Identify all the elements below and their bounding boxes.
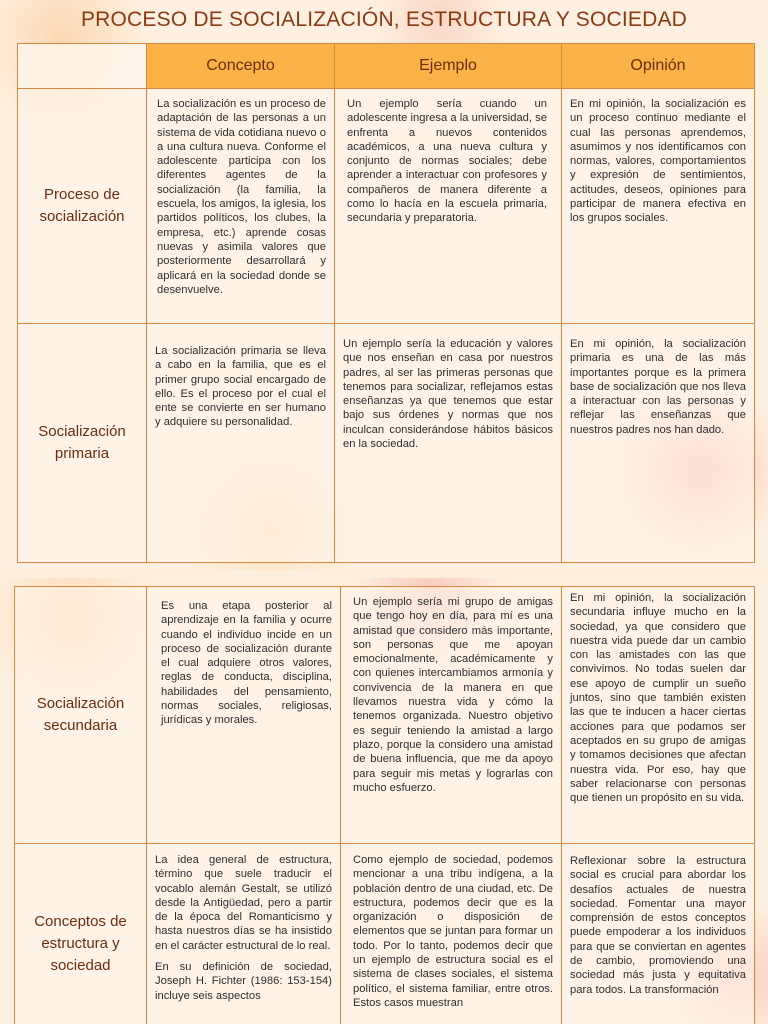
- ejemplo-text: Como ejemplo de sociedad, podemos mencionar a una tribu indígena, a la población dentro de una ciudad, etc. De estructura, podemos decir que es la organización o disposición de elementos que se juntan para formar un todo. Por lo tanto, podemos decir que un ejemplo de estructura social es el sistema de clases sociales, el sistema político, el sistema familiar, entre otros. Estos casos muestran: [353, 854, 553, 1009]
- table-row: [15, 587, 755, 844]
- row-label: Proceso de socialización: [18, 89, 147, 324]
- ejemplo-cell: [335, 89, 562, 324]
- concepto-text-2: En su definición de sociedad, Joseph H. Fichter (1986: 153-154) incluye seis aspectos: [155, 961, 332, 1002]
- page-title: PROCESO DE SOCIALIZACIÓN, ESTRUCTURA Y SOCIEDAD: [80, 8, 688, 31]
- opinion-cell: [562, 89, 755, 324]
- socialization-table-1: [17, 43, 755, 563]
- header-empty-cell: [18, 44, 147, 89]
- header-ejemplo: Ejemplo: [335, 44, 562, 89]
- opinion-text: En mi opinión, la socialización es un proceso continuo mediante el cual las personas aprendemos, asumimos y nos identificamos con normas, valores, comportamientos y expresión de sentimientos, actitudes, deseos, opiniones para participar de manera efectiva en los grupos sociales.: [570, 98, 746, 225]
- page-2: [0, 578, 768, 1024]
- ejemplo-text: Un ejemplo sería mi grupo de amigas que tengo hoy en día, para mí es una amistad que considero más importante, son personas que me apoyan emocionalmente, académicamente y con quienes intercambiamos armonía y convivencia de la manera en que llevamos nuestra vida y cómo la tenemos organizada. Nuestro objetivo es seguir teniendo la amistad a largo plazo, porque la considero una amistad de buena influencia, que me da apoyo para seguir mis metas y lograrlas con mucho esfuerzo.: [353, 596, 553, 794]
- opinion-text: En mi opinión, la socialización primaria es una de las más importantes porque es la primera base de socialización que nos lleva a interactuar con las personas y reflejar las enseñanzas que nuestros padres nos han dado.: [570, 338, 746, 436]
- opinion-cell: [562, 324, 755, 563]
- table-row: [15, 844, 755, 1024]
- concepto-cell: [147, 844, 341, 1024]
- opinion-text: En mi opinión, la socialización secundaria influye mucho en la sociedad, ya que considero que nuestra vida puede dar un cambio con las amistades con las que convivimos. No todas suelen dar ese apoyo de cumplir un sueño juntos, sino que también existen las que te inducen a hacer ciertas acciones para que podamos ser aceptados en su grupo de amigas y tomamos decisiones que afectan nuestra vida. Por eso, hay que saber relacionarse con personas que tienen un propósito en su vida.: [570, 592, 746, 805]
- concepto-text: La socialización es un proceso de adaptación de las personas a un sistema de vida cotidiana nuevo o a una cultura nueva. Conforme el adolescente participa con los diferentes agentes de la socialización (la familia, la escuela, los amigos, la iglesia, los partidos políticos, los clubes, la empresa, etc.) aprende cosas nuevas y asimila valores que posteriormente desarrollará y aplicará en la sociedad donde se desenvuelve.: [157, 98, 326, 296]
- row-label: Socialización secundaria: [15, 587, 147, 844]
- ejemplo-cell: [341, 587, 562, 844]
- row-label: Conceptos de estructura y sociedad: [15, 844, 147, 1024]
- header-concepto: Concepto: [147, 44, 335, 89]
- table-header-row: [18, 44, 755, 89]
- ejemplo-cell: [341, 844, 562, 1024]
- concepto-text: Es una etapa posterior al aprendizaje en la familia y ocurre cuando el individuo incide en un proceso de socialización durante el cual adquiere otros valores, reglas de conducta, disciplina, habilidades del pensamiento, normas sociales, religiosas, jurídicas y morales.: [161, 600, 332, 727]
- concepto-cell: [147, 89, 335, 324]
- ejemplo-text: Un ejemplo sería la educación y valores que nos enseñan en casa por nuestros padres, al ser las primeras personas que tenemos para socializar, reflejamos estas enseñanzas ya que tenemos que estar bajo sus órdenes y normas que nos inculcan considerándose hábitos básicos en la sociedad.: [343, 338, 553, 451]
- concepto-cell: [147, 587, 341, 844]
- ejemplo-cell: [335, 324, 562, 563]
- opinion-text: Reflexionar sobre la estructura social es crucial para abordar los desafíos actuales de nuestra sociedad. Fomentar una mayor comprensión de estos conceptos puede empoderar a los individuos para que se conviertan en agentes de cambio, promoviendo una sociedad más justa y equitativa para todos. La transformación: [570, 855, 746, 996]
- ejemplo-text: Un ejemplo sería cuando un adolescente ingresa a la universidad, se enfrenta a nuevos contenidos académicos, a una nueva cultura y conjunto de normas sociales; debe aprender a interactuar con profesores y compañeros de manera diferente a como lo hacía en la escuela primaria, secundaria y preparatoria.: [347, 98, 547, 225]
- concepto-text: La idea general de estructura, término que suele traducir el vocablo alemán Gestalt, se utilizó desde la Antigüedad, pero a partir de la época del Romanticismo y hasta nuestros días se ha insistido en el carácter estructural de lo real.: [155, 854, 332, 952]
- concepto-text: La socialización primaria se lleva a cabo en la familia, que es el primer grupo social encargado de ello. Es el proceso por el cual el ente se convierte en ser humano y adquiere su personalidad.: [155, 345, 326, 429]
- opinion-cell: [562, 844, 755, 1024]
- header-opinion: Opinión: [562, 44, 755, 89]
- table-row: [18, 324, 755, 563]
- concepto-cell: [147, 324, 335, 563]
- opinion-cell: [562, 587, 755, 844]
- table-row: [18, 89, 755, 324]
- socialization-table-2: [14, 586, 755, 1024]
- row-label: Socialización primaria: [18, 324, 147, 563]
